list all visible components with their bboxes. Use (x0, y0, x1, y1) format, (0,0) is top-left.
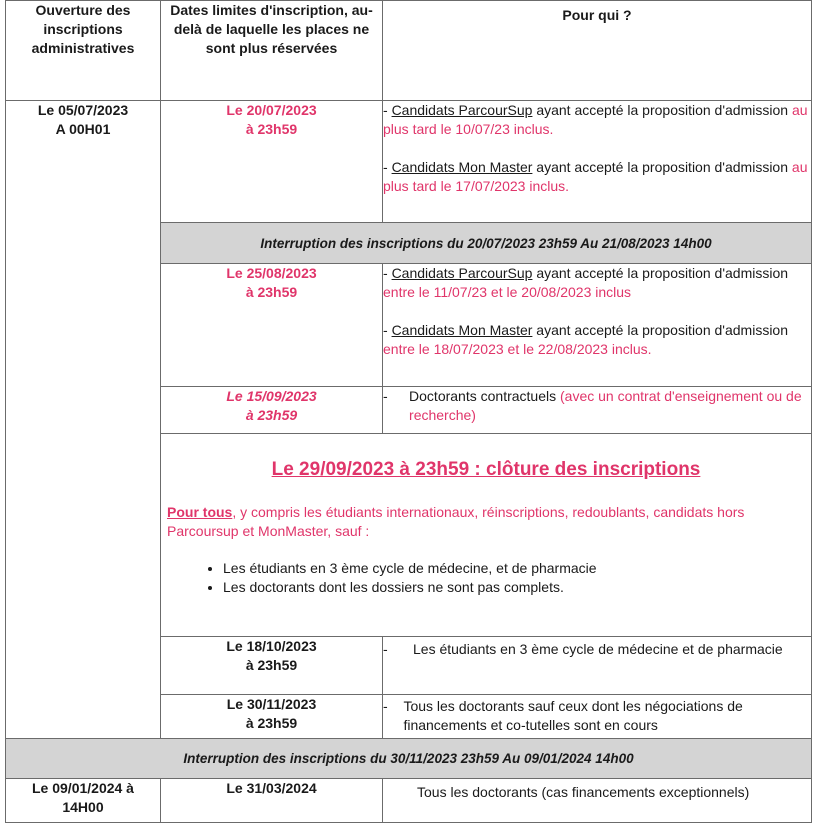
opening-date: Le 09/01/2024 à (32, 780, 134, 796)
opening-date-cell (6, 101, 161, 739)
deadline-date: Le 25/08/2023 (226, 265, 317, 281)
for-whom-cell: - Tous les doctorants sauf ceux dont les négociations de financements et co-tutelles sont en cours (383, 695, 812, 739)
eligibility-entry: - Candidats ParcourSup ayant accepté la proposition d'admission au plus tard le 10/07/23 inclus. (383, 102, 808, 137)
for-whom-cell (383, 101, 812, 223)
header-deadline: Dates limites d'inscription, au-delà de laquelle les places ne sont plus réservées (161, 1, 383, 101)
condition-text: au plus tard le 17/07/2023 inclus. (383, 159, 808, 194)
deadline-time: à 23h59 (245, 284, 298, 300)
header-opening: Ouverture des inscriptions administratives (6, 1, 161, 101)
interruption-row (6, 739, 812, 779)
condition-text: (avec un contrat d'enseignement ou de recherche) (409, 388, 802, 423)
deadline-date: Le 20/07/2023 (226, 102, 317, 118)
eligibility-entry: - Candidats ParcourSup ayant accepté la proposition d'admission entre le 11/07/23 et le 20/08/2023 inclus (383, 265, 789, 300)
candidate-group: Candidats Mon Master (391, 159, 533, 175)
eligibility-entry: Doctorants contractuels (avec un contrat d'enseignement ou de recherche) (409, 388, 802, 423)
period-row (6, 101, 812, 223)
exception-item: • Les doctorants dont les dossiers ne sont pas complets. (223, 578, 805, 597)
closure-description: Pour tous, y compris les étudiants internationaux, réinscriptions, redoublants, candidats hors Parcoursup et MonMaster, sauf : (167, 504, 745, 539)
for-whom-cell (383, 264, 812, 387)
interruption-banner: Interruption des inscriptions du 20/07/2023 23h59 Au 21/08/2023 14h00 (161, 223, 812, 264)
registration-schedule-table (5, 0, 812, 823)
opening-date-cell (6, 779, 161, 823)
exceptions-list (167, 559, 805, 597)
for-whom-cell: - Doctorants contractuels (avec un contrat d'enseignement ou de recherche) (383, 387, 812, 434)
deadline-date: Le 18/10/2023 (226, 638, 317, 654)
deadline-time: à 23h59 (245, 715, 298, 731)
condition-text: au plus tard le 10/07/23 inclus. (383, 102, 808, 137)
for-whom-cell: - Les étudiants en 3 ème cycle de médecine et de pharmacie (383, 637, 812, 695)
deadline-cell (161, 264, 383, 387)
interruption-banner: Interruption des inscriptions du 30/11/2023 23h59 Au 09/01/2024 14h00 (6, 739, 812, 779)
deadline-time: à 23h59 (245, 407, 298, 423)
condition-text: entre le 18/07/2023 et le 22/08/2023 inclus. (383, 341, 652, 357)
opening-date: Le 05/07/2023 (37, 102, 129, 118)
eligibility-entry: Tous les doctorants (cas financements exceptionnels) (417, 784, 750, 800)
candidate-group: Candidats ParcourSup (391, 265, 533, 281)
pour-tous-label: Pour tous (167, 504, 233, 520)
eligibility-entry: - Candidats Mon Master ayant accepté la proposition d'admission au plus tard le 17/07/2023 inclus. (383, 159, 808, 194)
deadline-time: à 23h59 (245, 657, 298, 673)
exception-item: • Les étudiants en 3 ème cycle de médecine, et de pharmacie (223, 559, 805, 578)
header-row (6, 1, 812, 101)
deadline-cell (161, 101, 383, 223)
opening-time: 14H00 (62, 799, 104, 815)
eligibility-entry: Tous les doctorants sauf ceux dont les négociations de financements et co-tutelles sont en cours (403, 698, 743, 733)
condition-text: entre le 11/07/23 et le 20/08/2023 inclus (383, 284, 632, 300)
closure-title: Le 29/09/2023 à 23h59 : clôture des inscriptions (271, 459, 701, 480)
deadline-time: à 23h59 (245, 121, 298, 137)
candidate-group: Candidats Mon Master (391, 322, 533, 338)
candidate-group: Candidats ParcourSup (391, 102, 533, 118)
deadline-date: Le 30/11/2023 (226, 696, 317, 712)
deadline-cell (161, 387, 383, 434)
deadline-cell (161, 695, 383, 739)
eligibility-entry: - Candidats Mon Master ayant accepté la proposition d'admission entre le 18/07/2023 et le 22/08/2023 inclus. (383, 322, 789, 357)
period-row (6, 779, 812, 823)
deadline-date: Le 15/09/2023 (226, 388, 317, 404)
opening-time: A 00H01 (55, 121, 111, 137)
eligibility-entry: Les étudiants en 3 ème cycle de médecine et de pharmacie (413, 641, 783, 657)
header-for-whom: Pour qui ? (383, 1, 812, 101)
deadline-cell (161, 637, 383, 695)
for-whom-cell (383, 779, 812, 823)
closure-cell (161, 434, 812, 637)
deadline-cell: Le 31/03/2024 (161, 779, 383, 823)
